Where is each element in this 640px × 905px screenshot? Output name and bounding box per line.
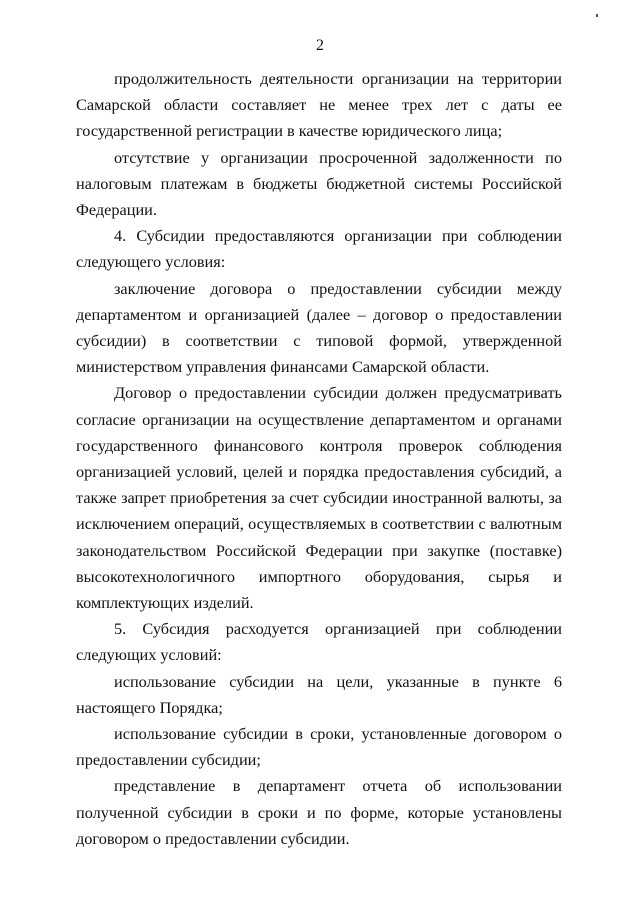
paragraph-agreement-conclusion: заключение договора о предоставлении субсидии между департаментом и организацией (далее – договор о предоставлении субсидии) в соответствии с типовой формой, утвержденной министерством управления финансами Самарской области. xyxy=(76,278,562,377)
paragraph-registration-period: продолжительность деятельности организации на территории Самарской области составляет не менее трех лет с даты ее государственной регистрации в качестве юридического лица; xyxy=(76,69,562,141)
document-body xyxy=(76,66,562,852)
paragraph-clause-4: 4. Субсидии предоставляются организации при соблюдении следующего условия: xyxy=(76,226,562,272)
paragraph-clause-5: 5. Субсидия расходуется организацией при соблюдении следующих условий: xyxy=(76,619,562,665)
paragraph-use-within-terms: использование субсидии в сроки, установленные договором о предоставлении субсидии; xyxy=(76,724,562,770)
scan-mark xyxy=(596,14,598,17)
paragraph-no-tax-debt: отсутствие у организации просроченной задолженности по налоговым платежам в бюджеты бюджетной системы Российской Федерации. xyxy=(76,147,562,220)
paragraph-report-submission: представление в департамент отчета об использовании полученной субсидии в сроки и по форме, которые установлены договором о предоставлении субсидии. xyxy=(76,776,562,848)
paragraph-use-for-purposes: использование субсидии на цели, указанные в пункте 6 настоящего Порядка; xyxy=(76,671,562,717)
paragraph-agreement-requirements: Договор о предоставлении субсидии должен предусматривать согласие организации на осуществление департаментом и органами государственного финансового контроля проверок соблюдения организацией условий, целей и порядка предоставления субсидий, а также запрет приобретения за счет субсидии иностранной валюты, за исключением операций, осуществляемых в соответствии с валютным законодательством Российской Федерации при закупке (поставке) высокотехнологичного импортного оборудования, сырья и комплектующих изделий. xyxy=(76,383,562,613)
page-number: 2 xyxy=(316,37,324,54)
